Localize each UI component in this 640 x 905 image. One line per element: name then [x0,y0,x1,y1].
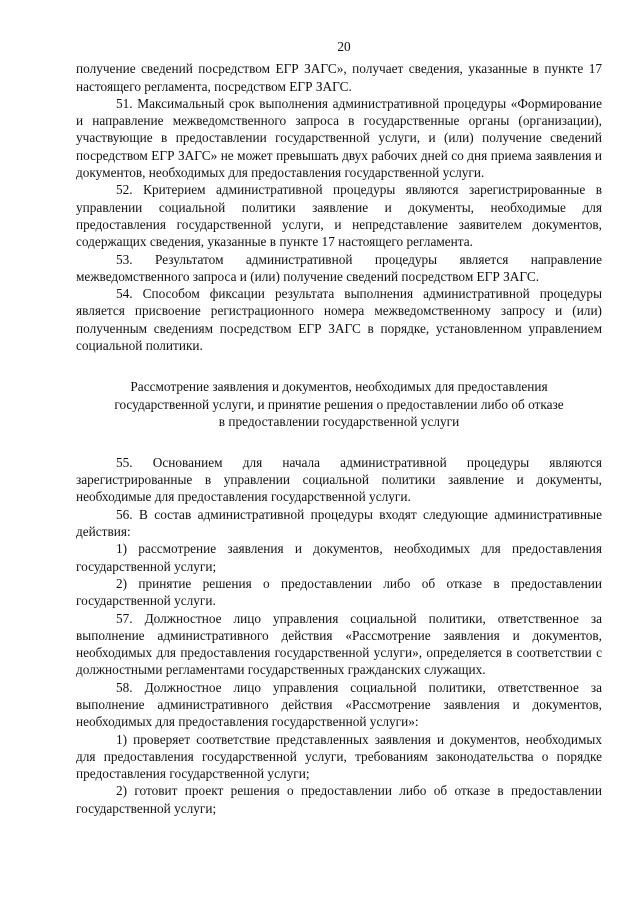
paragraph-51: 51. Максимальный срок выполнения административной процедуры «Формирование и направление межведомственного запроса в государственные органы (организации), участвующие в предоставлении государственной услуги, и (или) получение сведений посредством ЕГР ЗАГС» не может превышать двух рабочих дней со дня приема заявления и документов, необходимых для предоставления государственной услуги. [76,95,602,181]
section-heading-line: Рассмотрение заявления и документов, необходимых для предоставления [130,379,548,395]
section-heading-line: в предоставлении государственной услуги [218,414,460,430]
paragraph-56-item-2: 2) принятие решения о предоставлении либо об отказе в предоставлении государственной услуги. [76,575,602,609]
paragraph-55: 55. Основанием для начала административной процедуры являются зарегистрированные в управлении социальной политики заявление и документы, необходимые для предоставления государственной услуги. [76,454,602,505]
paragraph-58: 58. Должностное лицо управления социальной политики, ответственное за выполнение административного действия «Рассмотрение заявления и документов, необходимых для предоставления государственной услуги»: [76,679,602,730]
page-number: 20 [337,39,351,54]
paragraph-continuation: получение сведений посредством ЕГР ЗАГС», получает сведения, указанные в пункте 17 настоящего регламента, посредством ЕГР ЗАГС. [76,61,602,94]
paragraph-58-item-2: 2) готовит проект решения о предоставлении либо об отказе в предоставлении государственной услуги; [76,783,602,816]
paragraph-57: 57. Должностное лицо управления социальной политики, ответственное за выполнение административного действия «Рассмотрение заявления и документов, необходимых для предоставления государственной услуги», определяется в соответствии с должностными регламентами государственных гражданских служащих. [76,610,602,678]
paragraph-56: 56. В состав административной процедуры входят следующие административные действия: [76,506,602,540]
paragraph-52: 52. Критерием административной процедуры являются зарегистрированные в управлении социальной политики заявление и документы, необходимые для предоставления государственной услуги, и непредставление заявителем документов, содержащих сведения, указанные в пункте 17 настоящего регламента. [76,182,602,250]
paragraph-58-item-1: 1) проверяет соответствие представленных заявления и документов, необходимых для предоставления государственной услуги, требованиям законодательства о порядке предоставления государственной услуги; [76,731,602,782]
paragraph-54: 54. Способом фиксации результата выполнения административной процедуры является присвоение регистрационного номера межведомственному запросу и (или) полученным сведениям посредством ЕГР ЗАГС в порядке, установленном управлением социальной политики. [76,286,602,354]
paragraph-56-item-1: 1) рассмотрение заявления и документов, необходимых для предоставления государственной услуги; [76,541,602,574]
paragraph-53: 53. Результатом административной процедуры является направление межведомственного запроса и (или) получение сведений посредством ЕГР ЗАГС. [76,251,602,284]
section-heading-line: государственной услуги, и принятие решения о предоставлении либо об отказе [114,396,564,412]
section-heading [76,378,602,431]
